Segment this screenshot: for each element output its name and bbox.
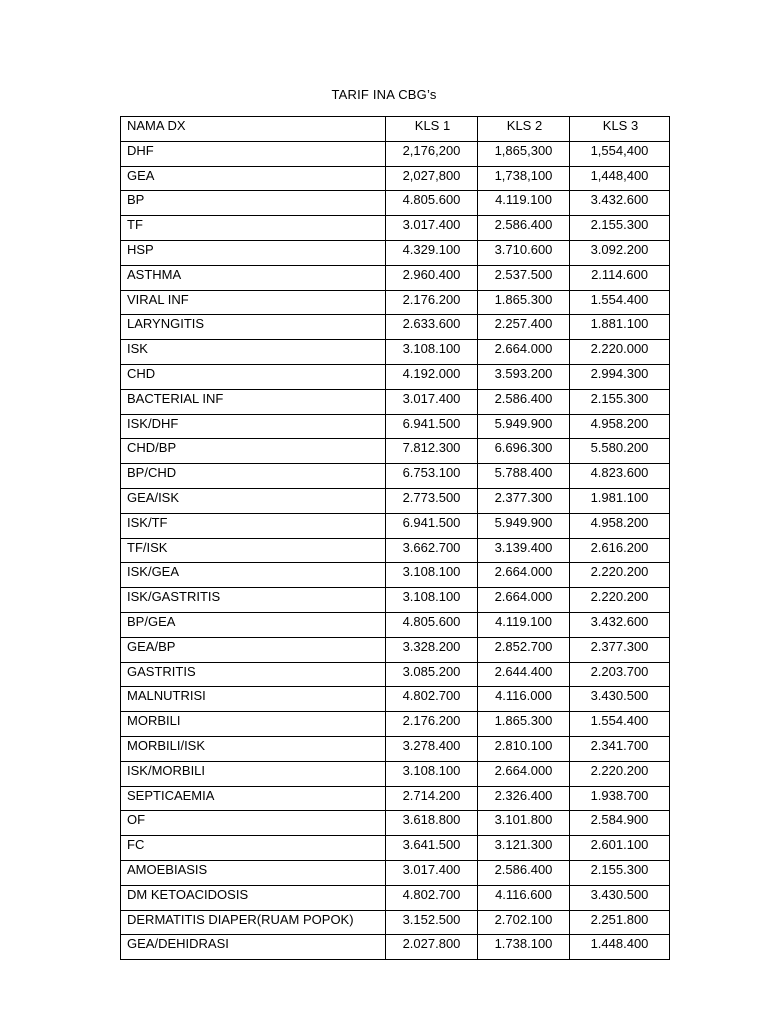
kls-2-tariff-cell: 2.664.000	[478, 588, 570, 613]
kls-2-tariff-cell: 2.852.700	[478, 637, 570, 662]
kls-3-tariff-cell: 4.958.200	[570, 513, 670, 538]
table-header-row	[121, 117, 670, 142]
kls-3-tariff-cell: 2.616.200	[570, 538, 670, 563]
diagnosis-name-cell: DERMATITIS DIAPER(RUAM POPOK)	[121, 910, 386, 935]
kls-2-tariff-cell: 3.101.800	[478, 811, 570, 836]
kls-2-tariff-cell: 2.537.500	[478, 265, 570, 290]
kls-1-tariff-cell: 3.641.500	[386, 836, 478, 861]
diagnosis-name-cell: ASTHMA	[121, 265, 386, 290]
kls-3-tariff-cell: 2.994.300	[570, 364, 670, 389]
kls-1-tariff-cell: 3.017.400	[386, 860, 478, 885]
table-row	[121, 662, 670, 687]
table-row	[121, 612, 670, 637]
table-row	[121, 761, 670, 786]
diagnosis-name-cell: HSP	[121, 240, 386, 265]
diagnosis-name-cell: ISK/GEA	[121, 563, 386, 588]
kls-2-tariff-cell: 2.702.100	[478, 910, 570, 935]
kls-2-tariff-cell: 3.710.600	[478, 240, 570, 265]
kls-3-tariff-cell: 1.938.700	[570, 786, 670, 811]
table-row	[121, 811, 670, 836]
kls-2-tariff-cell: 1.865.300	[478, 712, 570, 737]
kls-1-tariff-cell: 3.618.800	[386, 811, 478, 836]
kls-2-tariff-cell: 1,738,100	[478, 166, 570, 191]
kls-2-tariff-cell: 2.664.000	[478, 340, 570, 365]
table-row	[121, 191, 670, 216]
kls-1-tariff-cell: 2.176.200	[386, 290, 478, 315]
kls-3-tariff-cell: 2.155.300	[570, 216, 670, 241]
kls-2-tariff-cell: 4.116.600	[478, 885, 570, 910]
diagnosis-name-cell: TF/ISK	[121, 538, 386, 563]
kls-3-tariff-cell: 2.341.700	[570, 736, 670, 761]
kls-2-tariff-cell: 1.738.100	[478, 935, 570, 960]
kls-3-tariff-cell: 2.155.300	[570, 389, 670, 414]
diagnosis-name-cell: TF	[121, 216, 386, 241]
table-row	[121, 414, 670, 439]
kls-3-tariff-cell: 2.220.200	[570, 761, 670, 786]
diagnosis-name-cell: GEA	[121, 166, 386, 191]
kls-3-tariff-cell: 2.377.300	[570, 637, 670, 662]
kls-2-tariff-cell: 5.949.900	[478, 513, 570, 538]
kls-3-tariff-cell: 2.155.300	[570, 860, 670, 885]
column-header-kls-1: KLS 1	[386, 117, 478, 142]
kls-2-tariff-cell: 4.119.100	[478, 612, 570, 637]
kls-1-tariff-cell: 2.714.200	[386, 786, 478, 811]
diagnosis-name-cell: ISK/MORBILI	[121, 761, 386, 786]
kls-2-tariff-cell: 1,865,300	[478, 141, 570, 166]
diagnosis-name-cell: VIRAL INF	[121, 290, 386, 315]
table-row	[121, 563, 670, 588]
table-row	[121, 910, 670, 935]
kls-3-tariff-cell: 1.554.400	[570, 290, 670, 315]
table-row	[121, 488, 670, 513]
kls-3-tariff-cell: 4.958.200	[570, 414, 670, 439]
kls-3-tariff-cell: 1,448,400	[570, 166, 670, 191]
kls-3-tariff-cell: 2.220.200	[570, 588, 670, 613]
kls-1-tariff-cell: 4.192.000	[386, 364, 478, 389]
kls-1-tariff-cell: 2.773.500	[386, 488, 478, 513]
table-row	[121, 240, 670, 265]
table-row	[121, 712, 670, 737]
table-row	[121, 439, 670, 464]
table-row	[121, 166, 670, 191]
kls-1-tariff-cell: 4.802.700	[386, 885, 478, 910]
table-row	[121, 141, 670, 166]
kls-2-tariff-cell: 2.586.400	[478, 389, 570, 414]
kls-1-tariff-cell: 3.108.100	[386, 340, 478, 365]
kls-3-tariff-cell: 3.432.600	[570, 191, 670, 216]
kls-1-tariff-cell: 2.176.200	[386, 712, 478, 737]
kls-1-tariff-cell: 4.802.700	[386, 687, 478, 712]
kls-2-tariff-cell: 2.664.000	[478, 761, 570, 786]
table-row	[121, 538, 670, 563]
kls-1-tariff-cell: 3.108.100	[386, 761, 478, 786]
table-body	[121, 141, 670, 959]
kls-3-tariff-cell: 3.430.500	[570, 687, 670, 712]
table-row	[121, 687, 670, 712]
diagnosis-name-cell: MORBILI/ISK	[121, 736, 386, 761]
diagnosis-name-cell: SEPTICAEMIA	[121, 786, 386, 811]
table-row	[121, 315, 670, 340]
diagnosis-name-cell: CHD/BP	[121, 439, 386, 464]
table-row	[121, 836, 670, 861]
kls-1-tariff-cell: 3.152.500	[386, 910, 478, 935]
table-row	[121, 637, 670, 662]
table-row	[121, 216, 670, 241]
diagnosis-name-cell: GEA/ISK	[121, 488, 386, 513]
diagnosis-name-cell: ISK/TF	[121, 513, 386, 538]
kls-1-tariff-cell: 4.805.600	[386, 612, 478, 637]
diagnosis-name-cell: ISK/DHF	[121, 414, 386, 439]
table-row	[121, 588, 670, 613]
kls-1-tariff-cell: 3.017.400	[386, 389, 478, 414]
kls-2-tariff-cell: 3.121.300	[478, 836, 570, 861]
kls-1-tariff-cell: 6.941.500	[386, 513, 478, 538]
diagnosis-name-cell: FC	[121, 836, 386, 861]
table-row	[121, 464, 670, 489]
kls-3-tariff-cell: 1.881.100	[570, 315, 670, 340]
kls-3-tariff-cell: 1,554,400	[570, 141, 670, 166]
kls-2-tariff-cell: 2.257.400	[478, 315, 570, 340]
kls-3-tariff-cell: 3.432.600	[570, 612, 670, 637]
kls-2-tariff-cell: 1.865.300	[478, 290, 570, 315]
kls-2-tariff-cell: 2.326.400	[478, 786, 570, 811]
diagnosis-name-cell: ISK	[121, 340, 386, 365]
table-row	[121, 389, 670, 414]
diagnosis-name-cell: BP/CHD	[121, 464, 386, 489]
diagnosis-name-cell: GASTRITIS	[121, 662, 386, 687]
kls-2-tariff-cell: 2.664.000	[478, 563, 570, 588]
kls-2-tariff-cell: 2.810.100	[478, 736, 570, 761]
kls-1-tariff-cell: 2,027,800	[386, 166, 478, 191]
kls-2-tariff-cell: 4.116.000	[478, 687, 570, 712]
table-row	[121, 340, 670, 365]
kls-2-tariff-cell: 2.586.400	[478, 860, 570, 885]
table-row	[121, 885, 670, 910]
kls-3-tariff-cell: 2.114.600	[570, 265, 670, 290]
kls-1-tariff-cell: 6.941.500	[386, 414, 478, 439]
kls-3-tariff-cell: 2.251.800	[570, 910, 670, 935]
kls-1-tariff-cell: 4.805.600	[386, 191, 478, 216]
kls-1-tariff-cell: 4.329.100	[386, 240, 478, 265]
diagnosis-name-cell: OF	[121, 811, 386, 836]
diagnosis-name-cell: ISK/GASTRITIS	[121, 588, 386, 613]
kls-1-tariff-cell: 3.328.200	[386, 637, 478, 662]
diagnosis-name-cell: MORBILI	[121, 712, 386, 737]
kls-2-tariff-cell: 4.119.100	[478, 191, 570, 216]
diagnosis-name-cell: LARYNGITIS	[121, 315, 386, 340]
table-row	[121, 736, 670, 761]
diagnosis-name-cell: BP	[121, 191, 386, 216]
kls-2-tariff-cell: 3.593.200	[478, 364, 570, 389]
table-row	[121, 860, 670, 885]
tariff-table	[120, 116, 670, 960]
kls-3-tariff-cell: 3.430.500	[570, 885, 670, 910]
diagnosis-name-cell: MALNUTRISI	[121, 687, 386, 712]
kls-3-tariff-cell: 3.092.200	[570, 240, 670, 265]
diagnosis-name-cell: GEA/BP	[121, 637, 386, 662]
diagnosis-name-cell: BACTERIAL INF	[121, 389, 386, 414]
kls-2-tariff-cell: 3.139.400	[478, 538, 570, 563]
kls-3-tariff-cell: 2.584.900	[570, 811, 670, 836]
kls-3-tariff-cell: 2.203.700	[570, 662, 670, 687]
kls-3-tariff-cell: 1.981.100	[570, 488, 670, 513]
kls-1-tariff-cell: 7.812.300	[386, 439, 478, 464]
kls-1-tariff-cell: 2,176,200	[386, 141, 478, 166]
column-header-nama-dx: NAMA DX	[121, 117, 386, 142]
diagnosis-name-cell: DHF	[121, 141, 386, 166]
diagnosis-name-cell: AMOEBIASIS	[121, 860, 386, 885]
kls-2-tariff-cell: 2.586.400	[478, 216, 570, 241]
table-row	[121, 786, 670, 811]
kls-1-tariff-cell: 2.633.600	[386, 315, 478, 340]
kls-1-tariff-cell: 3.017.400	[386, 216, 478, 241]
kls-3-tariff-cell: 2.220.000	[570, 340, 670, 365]
column-header-kls-3: KLS 3	[570, 117, 670, 142]
kls-1-tariff-cell: 2.960.400	[386, 265, 478, 290]
kls-2-tariff-cell: 5.788.400	[478, 464, 570, 489]
table-row	[121, 364, 670, 389]
kls-2-tariff-cell: 5.949.900	[478, 414, 570, 439]
diagnosis-name-cell: BP/GEA	[121, 612, 386, 637]
column-header-kls-2: KLS 2	[478, 117, 570, 142]
kls-1-tariff-cell: 3.108.100	[386, 588, 478, 613]
kls-1-tariff-cell: 2.027.800	[386, 935, 478, 960]
kls-3-tariff-cell: 2.220.200	[570, 563, 670, 588]
table-row	[121, 290, 670, 315]
kls-1-tariff-cell: 6.753.100	[386, 464, 478, 489]
table-row	[121, 935, 670, 960]
document-title: TARIF INA CBG’s	[331, 87, 437, 102]
kls-2-tariff-cell: 2.377.300	[478, 488, 570, 513]
kls-1-tariff-cell: 3.085.200	[386, 662, 478, 687]
diagnosis-name-cell: GEA/DEHIDRASI	[121, 935, 386, 960]
kls-1-tariff-cell: 3.278.400	[386, 736, 478, 761]
kls-1-tariff-cell: 3.108.100	[386, 563, 478, 588]
kls-3-tariff-cell: 1.554.400	[570, 712, 670, 737]
table-row	[121, 513, 670, 538]
kls-3-tariff-cell: 5.580.200	[570, 439, 670, 464]
kls-3-tariff-cell: 4.823.600	[570, 464, 670, 489]
diagnosis-name-cell: DM KETOACIDOSIS	[121, 885, 386, 910]
kls-3-tariff-cell: 1.448.400	[570, 935, 670, 960]
table-row	[121, 265, 670, 290]
kls-1-tariff-cell: 3.662.700	[386, 538, 478, 563]
kls-2-tariff-cell: 2.644.400	[478, 662, 570, 687]
diagnosis-name-cell: CHD	[121, 364, 386, 389]
kls-3-tariff-cell: 2.601.100	[570, 836, 670, 861]
kls-2-tariff-cell: 6.696.300	[478, 439, 570, 464]
